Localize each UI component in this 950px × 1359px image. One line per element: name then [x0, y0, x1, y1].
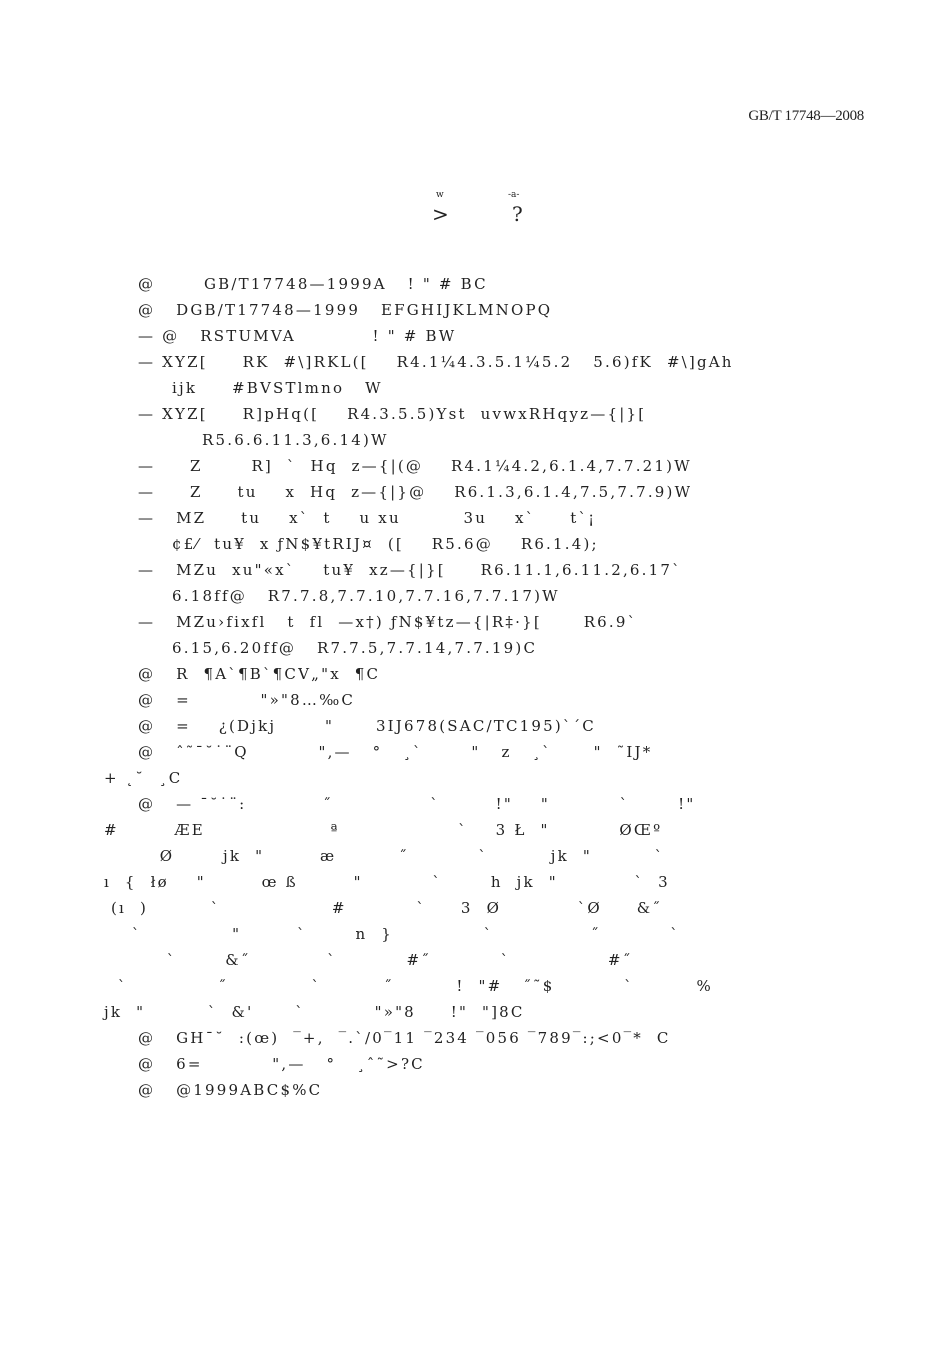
body-line: — MZ tu x` t u xu 3u x` t`¡: [138, 509, 597, 527]
body-line: — Z tu x Hq z—{|}@ R6.1.3,6.1.4,7.5,7.7.9)W: [138, 483, 693, 501]
body-line: — Z R] ` Hq z—{|(@ R4.1¼4.2,6.1.4,7.7.21)W: [138, 457, 692, 475]
body-line: @ = ¿(Djkj " 3IJ678(SAC/TC195)`´C: [138, 717, 596, 735]
body-line: ı { łø " œ ß " ` h jk " ` 3: [104, 873, 670, 891]
body-line: @ @1999ABC$%C: [138, 1081, 323, 1099]
body-line: ¢£⁄ tu¥ x ƒN$¥tRIJ¤ ([ R5.6@ R6.1.4);: [172, 535, 599, 553]
body-line: — MZu›fixfl t fl —x†) ƒN$¥tz—{|R‡·}[ R6.9`: [138, 613, 638, 631]
title-char-right: ?: [512, 202, 523, 226]
body-line: ` " ` n } ` ˝ `: [104, 925, 680, 943]
body-line: 6.18ff@ R7.7.8,7.7.10,7.7.16,7.7.17)W: [172, 587, 560, 605]
body-line: @ GB/T17748—1999A ! " # BC: [138, 275, 488, 293]
standard-number: GB/T 17748—2008: [748, 108, 864, 124]
title-superscript-right: -a-: [508, 190, 520, 200]
body-line: jk " ` &' ` "»"8 !" "]8C: [104, 1003, 525, 1021]
body-line: + ˛˘ ¸C: [104, 769, 183, 787]
body-line: R5.6.6.11.3,6.14)W: [202, 431, 389, 449]
body-line: @ DGB/T17748—1999 EFGHIJKLMNOPQ: [138, 301, 553, 319]
body-line: — @ RSTUMVA ! " # BW: [138, 327, 457, 345]
body-line: — MZu xu"«x` tu¥ xz—{|}[ R6.11.1,6.11.2,6.17`: [138, 561, 682, 579]
body-line: 6.15,6.20ff@ R7.7.5,7.7.14,7.7.19)C: [172, 639, 538, 657]
body-line: — XYZ[ R]pHq([ R4.3.5.5)Yst uvwxRHqyz—{|}[: [138, 405, 647, 423]
body-line: @ GH¯˘ :(œ) ‾+, ‾.`/0‾11 ‾234 ‾056 ‾789‾:;<0‾* C: [138, 1029, 671, 1047]
body-line: ijk #BVSTlmno W: [172, 379, 383, 397]
body-line: @ 6= ",— ° ¸ˆ˜>?C: [138, 1055, 425, 1073]
body-line: Ø jk " æ ˝ ` jk " `: [104, 847, 665, 865]
body-line: (ı ) ` # ` 3 Ø `Ø &˝: [104, 899, 663, 917]
body-line: — XYZ[ RK #\]RKL([ R4.1¼4.3.5.1¼5.2 5.6)fK #\]gAh: [138, 353, 734, 371]
title-char-left: >: [432, 202, 449, 226]
body-line: ` &˝ ` #˝ ` #˝: [104, 951, 633, 969]
body-line: ` ˝ ` ˝ ! "# ˝˜$ ` %: [104, 977, 713, 995]
body-line: # ÆE ª ` 3 Ł " ØŒº: [104, 821, 663, 839]
title-superscript-left: w: [436, 190, 444, 200]
body-line: @ = "»"8…‰C: [138, 691, 356, 709]
body-line: @ ˆ˜¯˘˙¨Q ",— ° ¸` " z ¸` " ˜IJ*: [138, 743, 653, 761]
body-line: @ — ¯˘˙¨: ˝ ` !" " ` !": [138, 795, 696, 813]
body-line: @ R ¶A`¶B`¶CV„"x ¶C: [138, 665, 381, 683]
section-title: [428, 190, 548, 230]
